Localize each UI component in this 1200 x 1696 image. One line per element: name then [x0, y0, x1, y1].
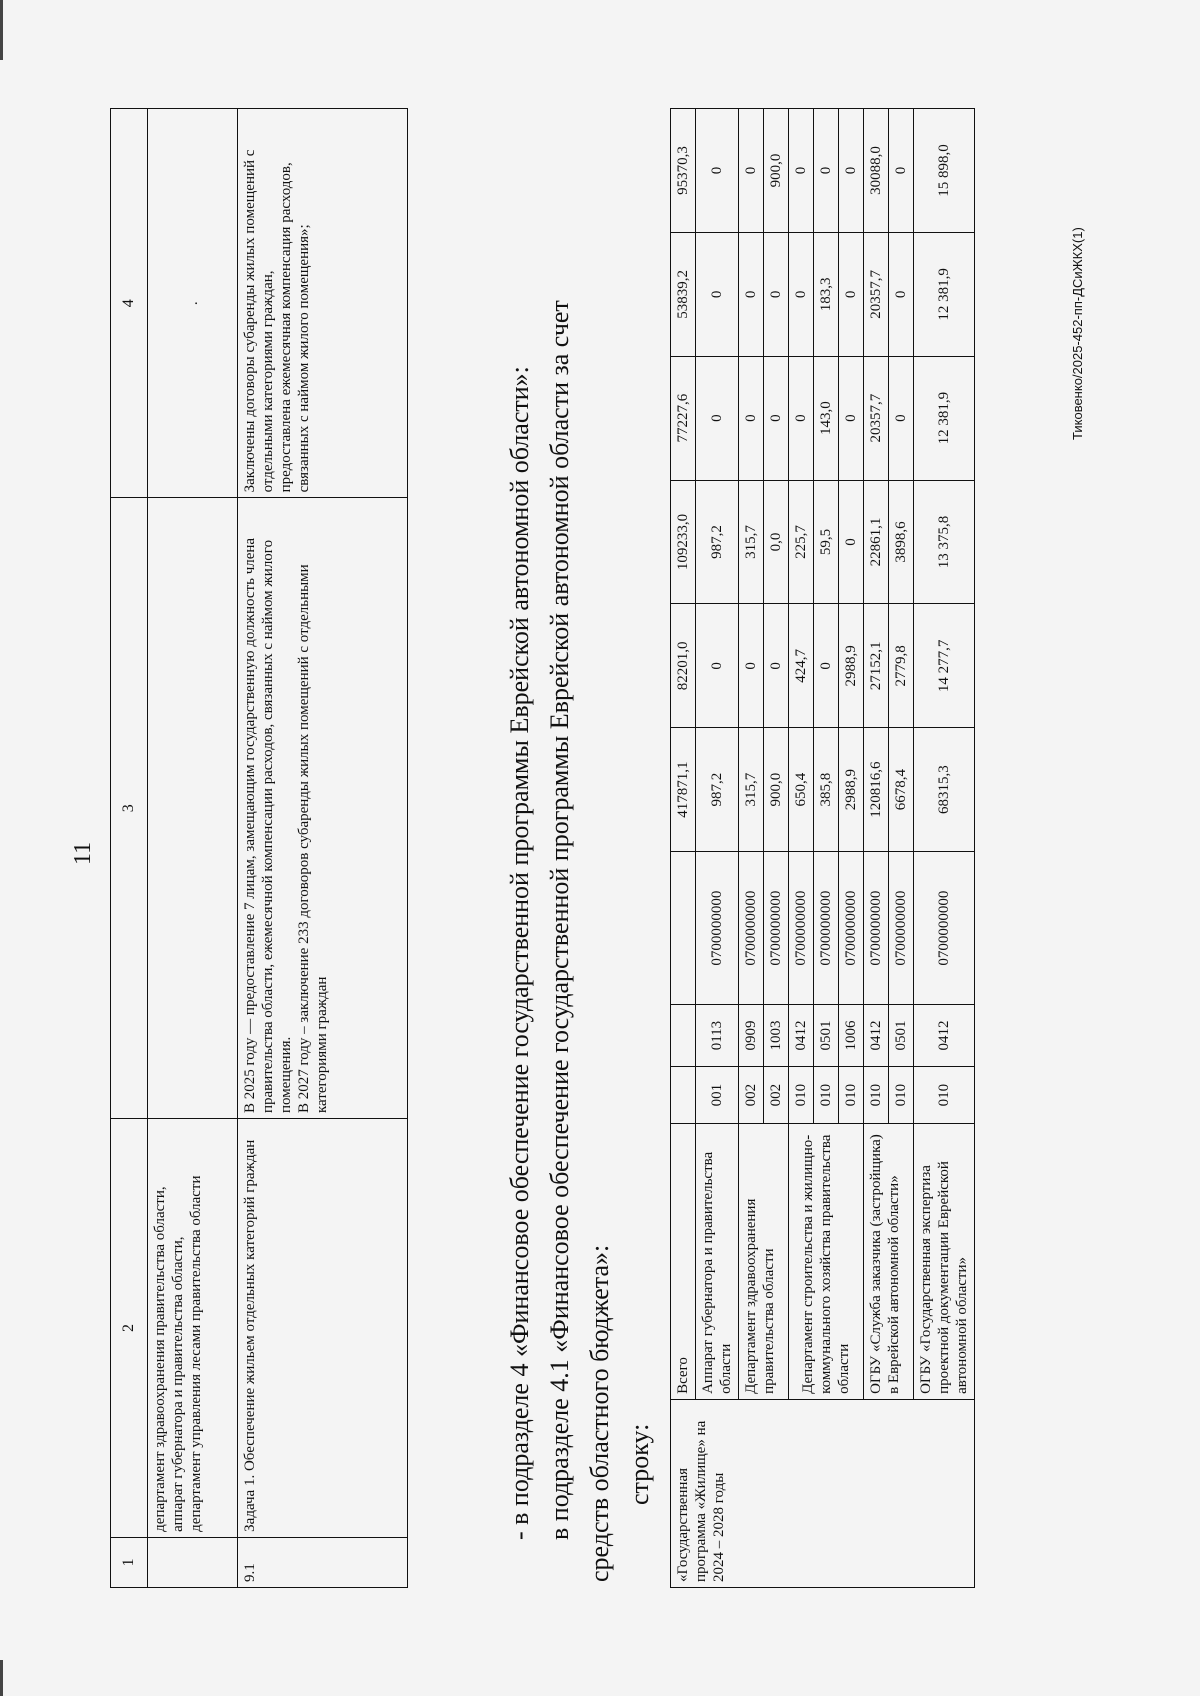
value-cell: 30088,0 [864, 109, 889, 233]
value-cell: 22861,1 [864, 480, 889, 604]
value-cell: 900,0 [764, 109, 789, 233]
indicator-cell: Заключены договоры субаренды жилых помещений с отдельными категориями граждан, предоставлена ежемесячная компенсация расходов, связанных с наймом жилого помещения»; [238, 109, 408, 498]
value-cell: 77227,6 [671, 356, 696, 480]
header-col-3: 3 [111, 498, 148, 1119]
value-cell: 0 [839, 232, 864, 356]
rz-code: 0412 [864, 1005, 889, 1067]
value-cell: 20357,7 [864, 232, 889, 356]
grbs-code: 010 [814, 1066, 839, 1123]
header-row [111, 109, 148, 1588]
page-number: 11 [70, 841, 96, 865]
rz-code: 0501 [814, 1005, 839, 1067]
cell [148, 1537, 238, 1587]
rz-code: 0909 [739, 1005, 764, 1067]
value-cell: 20357,7 [864, 356, 889, 480]
value-cell: 143,0 [814, 356, 839, 480]
value-cell: 13 375,8 [914, 480, 975, 604]
table-row [914, 109, 975, 1588]
value-cell: 109233,0 [671, 480, 696, 604]
value-cell: 0 [764, 232, 789, 356]
value-cell: 15 898,0 [914, 109, 975, 233]
value-cell: 0 [889, 109, 914, 233]
csr-code: 0700000000 [739, 852, 764, 1005]
value-cell: 0 [889, 356, 914, 480]
value-cell: 225,7 [789, 480, 814, 604]
value-cell: 14 277,7 [914, 604, 975, 728]
value-cell: 0 [839, 480, 864, 604]
header-col-2: 2 [111, 1119, 148, 1538]
value-cell: 95370,3 [671, 109, 696, 233]
value-cell: 0 [696, 356, 739, 480]
value-cell: 0 [764, 356, 789, 480]
value-cell: 0 [739, 109, 764, 233]
result-cell: В 2025 году — предоставление 7 лицам, замещающим государственную должность члена правительства области, ежемесячной компенсации расходов, связанных с наймом жилого помещения. В 2027 году – заключение 233 договоров субаренды жилых помещений с отдельными категориями граждан [238, 498, 408, 1119]
grbs-code: 010 [889, 1066, 914, 1123]
value-cell: 0 [764, 604, 789, 728]
table-row [238, 109, 408, 1588]
rz-code: 1006 [839, 1005, 864, 1067]
grbs-code: 002 [739, 1066, 764, 1123]
csr-code: 0700000000 [696, 852, 739, 1005]
value-cell: 0 [839, 356, 864, 480]
cell [148, 498, 238, 1119]
csr-code: 0700000000 [814, 852, 839, 1005]
document-page [0, 60, 1100, 1660]
document-footer: Тиковенко/2025-452-пп-ДСиЖКХ(1) [1070, 227, 1085, 440]
value-cell: 424,7 [789, 604, 814, 728]
value-cell: 3898,6 [889, 480, 914, 604]
value-cell: 0 [789, 356, 814, 480]
value-cell: 0 [739, 604, 764, 728]
value-cell: 68315,3 [914, 728, 975, 852]
value-cell: 0 [789, 109, 814, 233]
cell-departments: департамент здравоохранения правительства области, аппарат губернатора и правительства области, департамент управления лесами правительства области [148, 1119, 238, 1538]
program-name: «Государственная программа «Жилище» на 2024 – 2028 годы [671, 1399, 975, 1587]
row-label: ОГБУ «Государственная экспертиза проектной документации Еврейской автономной области» [914, 1124, 975, 1400]
value-cell: 0 [696, 604, 739, 728]
row-number: 9.1 [238, 1537, 408, 1587]
value-cell: 0 [696, 232, 739, 356]
csr-code: 0700000000 [839, 852, 864, 1005]
rz-code [671, 1005, 696, 1067]
value-cell: 417871,1 [671, 728, 696, 852]
header-col-4: 4 [111, 109, 148, 498]
value-cell: 2779,8 [889, 604, 914, 728]
grbs-code: 002 [764, 1066, 789, 1123]
table-row [864, 109, 889, 1588]
table-row [671, 109, 696, 1588]
paragraph-line: средств областного бюджета»: [585, 1244, 614, 1582]
value-cell: 183,3 [814, 232, 839, 356]
value-cell: 53839,2 [671, 232, 696, 356]
task-cell: Задача 1. Обеспечение жильем отдельных категорий граждан [238, 1119, 408, 1538]
paragraph-line: в подразделе 4.1 «Финансовое обеспечение государственной программы Еврейской автономной области за счет [545, 300, 574, 1540]
value-cell: 2988,9 [839, 604, 864, 728]
rz-code: 0412 [789, 1005, 814, 1067]
paragraph-line: строку: [625, 1423, 654, 1505]
grbs-code: 001 [696, 1066, 739, 1123]
value-cell: 0 [814, 604, 839, 728]
rz-code: 0412 [914, 1005, 975, 1067]
top-table [110, 108, 408, 1588]
value-cell: 385,8 [814, 728, 839, 852]
value-cell: 315,7 [739, 728, 764, 852]
row-label: Аппарат губернатора и правительства области [696, 1124, 739, 1400]
value-cell: 0 [739, 232, 764, 356]
grbs-code [671, 1066, 696, 1123]
row-label: Департамент здравоохранения правительства области [739, 1124, 789, 1400]
value-cell: 987,2 [696, 480, 739, 604]
paragraph-line: - в подразделе 4 «Финансовое обеспечение государственной программы Еврейской автономной области»: [505, 366, 534, 1540]
value-cell: 2988,9 [839, 728, 864, 852]
cell: . [148, 109, 238, 498]
value-cell: 650,4 [789, 728, 814, 852]
grbs-code: 010 [914, 1066, 975, 1123]
value-cell: 12 381,9 [914, 232, 975, 356]
value-cell: 900,0 [764, 728, 789, 852]
value-cell: 82201,0 [671, 604, 696, 728]
value-cell: 987,2 [696, 728, 739, 852]
value-cell: 0 [889, 232, 914, 356]
rz-code: 1003 [764, 1005, 789, 1067]
finance-table [670, 108, 975, 1588]
value-cell: 0 [696, 109, 739, 233]
value-cell: 6678,4 [889, 728, 914, 852]
value-cell: 0 [839, 109, 864, 233]
grbs-code: 010 [864, 1066, 889, 1123]
table-row [148, 109, 238, 1588]
value-cell: 120816,6 [864, 728, 889, 852]
row-label: ОГБУ «Служба заказчика (застройщика) в Еврейской автономной области» [864, 1124, 914, 1400]
grbs-code: 010 [839, 1066, 864, 1123]
csr-code: 0700000000 [764, 852, 789, 1005]
csr-code: 0700000000 [914, 852, 975, 1005]
value-cell: 0 [789, 232, 814, 356]
rz-code: 0113 [696, 1005, 739, 1067]
csr-code: 0700000000 [864, 852, 889, 1005]
value-cell: 59,5 [814, 480, 839, 604]
value-cell: 27152,1 [864, 604, 889, 728]
csr-code: 0700000000 [789, 852, 814, 1005]
row-label: Всего [671, 1124, 696, 1400]
csr-code: 0700000000 [889, 852, 914, 1005]
row-label: Департамент строительства и жилищно-коммунального хозяйства правительства области [789, 1124, 864, 1400]
table-row [789, 109, 814, 1588]
header-col-1: 1 [111, 1537, 148, 1587]
table-row [739, 109, 764, 1588]
grbs-code: 010 [789, 1066, 814, 1123]
value-cell: 0 [814, 109, 839, 233]
csr-code [671, 852, 696, 1005]
value-cell: 0,0 [764, 480, 789, 604]
value-cell: 0 [739, 356, 764, 480]
value-cell: 315,7 [739, 480, 764, 604]
table-row [696, 109, 739, 1588]
rz-code: 0501 [889, 1005, 914, 1067]
value-cell: 12 381,9 [914, 356, 975, 480]
